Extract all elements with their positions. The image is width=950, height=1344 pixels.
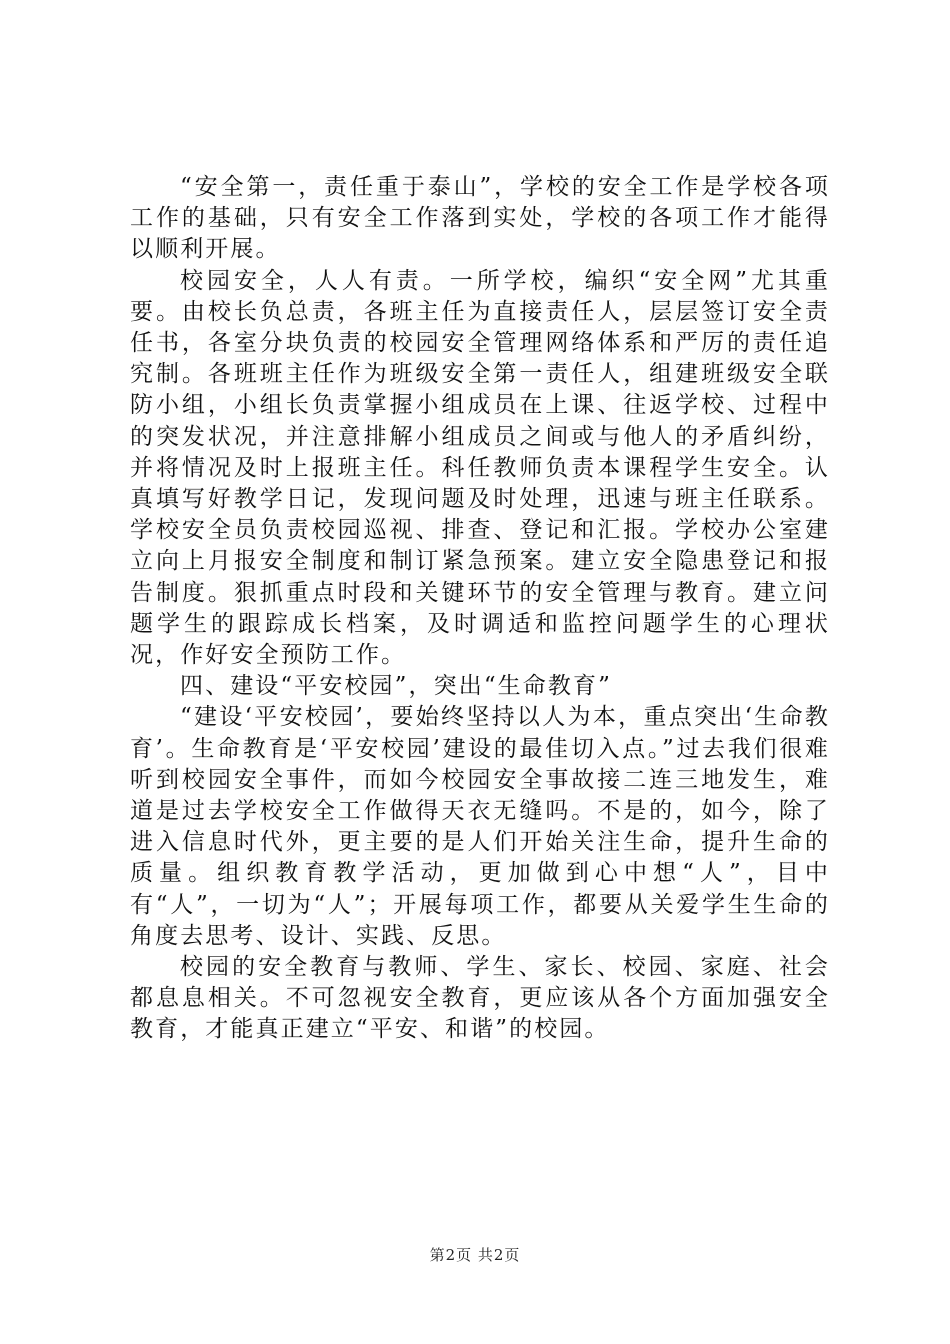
page-number-footer: 第2页 共2页 xyxy=(429,1246,521,1264)
paragraph-conclusion: 校园的安全教育与教师、学生、家长、校园、家庭、社会都息息相关。不可忽视安全教育，更应该从各个方面加强安全教育，才能真正建立“平安、和谐”的校园。 xyxy=(130,954,830,1043)
paragraph-campus-safety: 校园安全，人人有责。一所学校，编织“安全网”尤其重要。由校长负总责，各班主任为直接责任人，层层签订安全责任书，各室分块负责的校园安全管理网络体系和严厉的责任追究制。各班班主任作为班级安全第一责任人，组建班级安全联防小组，小组长负责掌握小组成员在上课、往返学校、过程中的突发状况，并注意排解小组成员之间或与他人的矛盾纠纷，并将情况及时上报班主任。科任教师负责本课程学生安全。认真填写好教学日记，发现问题及时处理，迅速与班主任联系。学校安全员负责校园巡视、排查、登记和汇报。学校办公室建立向上月报安全制度和制订紧急预案。建立安全隐患登记和报告制度。狠抓重点时段和关键环节的安全管理与教育。建立问题学生的跟踪成长档案，及时调适和监控问题学生的心理状况，作好安全预防工作。 xyxy=(130,267,830,669)
document-body xyxy=(130,172,830,1046)
section-heading-safe-campus: 四、建设“平安校园”，突出“生命教育” xyxy=(180,673,612,700)
paragraph-life-education: “建设‘平安校园’，要始终坚持以人为本，重点突出‘生命教育’。生命教育是‘平安校园’建设的最佳切入点。”过去我们很难听到校园安全事件，而如今校园安全事故接二连三地发生，难道是过去学校安全工作做得天衣无缝吗。不是的，如今，除了进入信息时代外，更主要的是人们开始关注生命，提升生命的质量。组织教育教学活动，更加做到心中想“人”，目中有“人”，一切为“人”；开展每项工作，都要从关爱学生生命的角度去思考、设计、实践、反思。 xyxy=(130,704,830,949)
paragraph-safety-first: “安全第一，责任重于泰山”，学校的安全工作是学校各项工作的基础，只有安全工作落到实处，学校的各项工作才能得以顺利开展。 xyxy=(130,174,830,263)
